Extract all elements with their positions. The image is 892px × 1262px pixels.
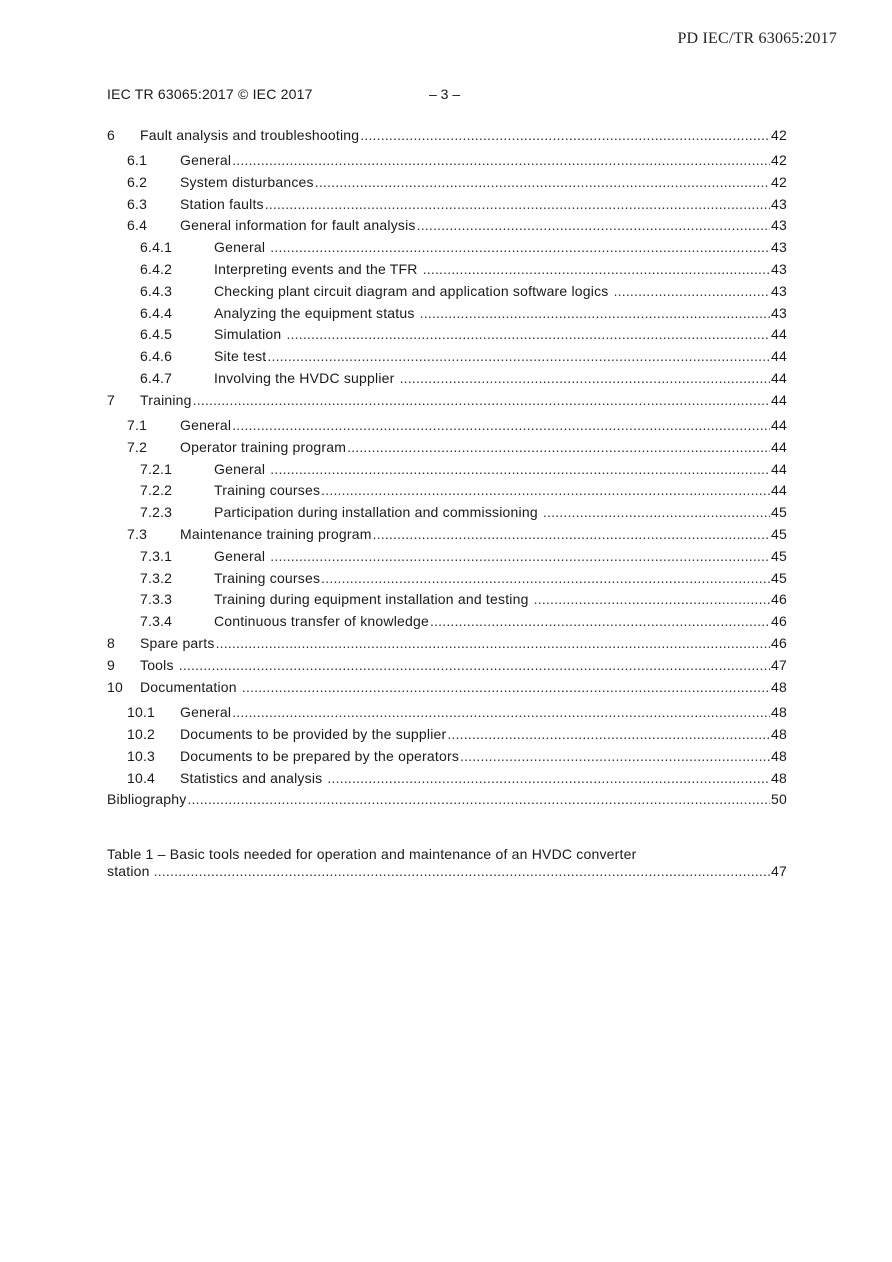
toc-entry-number: 8 bbox=[107, 635, 115, 652]
toc-entry[interactable] bbox=[107, 703, 787, 721]
toc-entry-title: Continuous transfer of knowledge bbox=[214, 613, 429, 630]
toc-entry[interactable] bbox=[107, 503, 787, 521]
toc-entry-page: 46 bbox=[771, 635, 787, 652]
dot-leader bbox=[286, 325, 770, 343]
toc-entry-page: 44 bbox=[771, 416, 787, 433]
toc-entry-page: 47 bbox=[771, 657, 787, 674]
toc-entry-title: Training courses bbox=[214, 569, 321, 586]
toc-entry-page: 45 bbox=[771, 547, 787, 564]
toc-entry-number: 6.3 bbox=[127, 195, 148, 212]
toc-entry-page: 44 bbox=[771, 438, 787, 455]
toc-entry[interactable] bbox=[107, 790, 787, 808]
toc-entry-number: 6.2 bbox=[127, 173, 148, 190]
toc-entry-number: 10.1 bbox=[127, 704, 156, 721]
toc-entry-number: 10.4 bbox=[127, 769, 156, 786]
toc-entry-number: 7.1 bbox=[127, 416, 148, 433]
toc-entry-title: Documents to be provided by the supplier bbox=[180, 725, 447, 742]
toc-entry-page: 50 bbox=[771, 791, 787, 808]
toc-entry[interactable] bbox=[107, 569, 787, 587]
toc-entry-number: 7 bbox=[107, 391, 115, 408]
toc-entry-page: 44 bbox=[771, 482, 787, 499]
dot-leader bbox=[447, 725, 770, 743]
table-of-contents bbox=[107, 126, 787, 808]
toc-entry-number: 10.3 bbox=[127, 747, 156, 764]
toc-entry-page: 48 bbox=[771, 769, 787, 786]
dot-leader bbox=[614, 282, 770, 300]
toc-entry-page: 43 bbox=[771, 195, 787, 212]
toc-entry[interactable] bbox=[107, 304, 787, 322]
dot-leader bbox=[347, 438, 770, 456]
toc-entry[interactable] bbox=[107, 369, 787, 387]
toc-entry[interactable] bbox=[107, 481, 787, 499]
toc-entry-page: 44 bbox=[771, 460, 787, 477]
header-page-number: – 3 – bbox=[429, 86, 461, 102]
toc-entry-page: 48 bbox=[771, 704, 787, 721]
toc-entry-number: 6.4 bbox=[127, 217, 148, 234]
toc-entry-title: Bibliography bbox=[107, 791, 187, 808]
toc-entry-number: 6.4.2 bbox=[140, 260, 173, 277]
toc-entry-page: 45 bbox=[771, 569, 787, 586]
toc-entry[interactable] bbox=[107, 612, 787, 630]
dot-leader bbox=[270, 460, 770, 478]
toc-entry-page: 45 bbox=[771, 504, 787, 521]
dot-leader bbox=[232, 416, 770, 434]
toc-entry-title: Involving the HVDC supplier bbox=[214, 369, 399, 386]
toc-entry[interactable] bbox=[107, 678, 787, 696]
header-standard-copyright: IEC TR 63065:2017 © IEC 2017 bbox=[107, 86, 313, 102]
toc-entry-title: Tools bbox=[140, 657, 178, 674]
toc-entry-number: 10 bbox=[107, 679, 123, 696]
toc-entry-page: 46 bbox=[771, 613, 787, 630]
toc-entry-number: 6.4.3 bbox=[140, 282, 173, 299]
toc-entry-number: 6.4.6 bbox=[140, 348, 173, 365]
toc-entry[interactable] bbox=[107, 460, 787, 478]
dot-leader bbox=[216, 634, 770, 652]
toc-entry-title: Interpreting events and the TFR bbox=[214, 260, 422, 277]
toc-entry[interactable] bbox=[107, 325, 787, 343]
toc-entry-number: 7.3 bbox=[127, 525, 148, 542]
toc-entry[interactable] bbox=[107, 656, 787, 674]
dot-leader bbox=[270, 547, 770, 565]
table-entry-continuation bbox=[107, 863, 787, 880]
toc-entry-number: 7.2.1 bbox=[140, 460, 173, 477]
table-entry-title-continued: station bbox=[107, 863, 150, 879]
dot-leader bbox=[543, 503, 770, 521]
table-entry-page: 47 bbox=[771, 863, 787, 879]
dot-leader bbox=[179, 656, 770, 674]
toc-entry-title: System disturbances bbox=[180, 173, 314, 190]
toc-entry-number: 7.3.2 bbox=[140, 569, 173, 586]
toc-entry[interactable] bbox=[107, 547, 787, 565]
dot-leader bbox=[242, 678, 770, 696]
toc-entry-page: 48 bbox=[771, 725, 787, 742]
toc-entry-page: 44 bbox=[771, 326, 787, 343]
toc-entry[interactable] bbox=[107, 438, 787, 456]
toc-entry[interactable] bbox=[107, 151, 787, 169]
toc-entry-title: Training bbox=[140, 391, 192, 408]
toc-entry[interactable] bbox=[107, 416, 787, 434]
toc-entry-title: Participation during installation and commissioning bbox=[214, 504, 542, 521]
dot-leader bbox=[321, 481, 770, 499]
toc-entry[interactable] bbox=[107, 634, 787, 652]
toc-entry-page: 42 bbox=[771, 173, 787, 190]
toc-entry-title: Station faults bbox=[180, 195, 264, 212]
dot-leader bbox=[232, 703, 770, 721]
toc-entry-title: Operator training program bbox=[180, 438, 347, 455]
dot-leader bbox=[327, 769, 770, 787]
toc-entry-number: 6.4.4 bbox=[140, 304, 173, 321]
toc-entry-page: 42 bbox=[771, 127, 787, 143]
toc-entry-page: 45 bbox=[771, 525, 787, 542]
toc-entry-page: 44 bbox=[771, 369, 787, 386]
dot-leader bbox=[423, 260, 770, 278]
toc-entry-number: 7.2 bbox=[127, 438, 148, 455]
toc-entry-title: Maintenance training program bbox=[180, 525, 372, 542]
toc-entry[interactable] bbox=[107, 282, 787, 300]
dot-leader bbox=[193, 391, 770, 409]
dot-leader bbox=[265, 195, 770, 213]
toc-entry-title: General bbox=[180, 152, 232, 168]
toc-entry[interactable] bbox=[107, 195, 787, 213]
toc-entry-number: 6.1 bbox=[127, 152, 148, 168]
toc-entry-title: Simulation bbox=[214, 326, 286, 343]
toc-entry-title: General bbox=[214, 239, 270, 256]
toc-entry-page: 43 bbox=[771, 239, 787, 256]
toc-entry-page: 44 bbox=[771, 391, 787, 408]
toc-entry-title: Checking plant circuit diagram and application software logics bbox=[214, 282, 613, 299]
dot-leader bbox=[420, 304, 770, 322]
toc-entry-page: 46 bbox=[771, 591, 787, 608]
toc-entry-number: 6.4.1 bbox=[140, 239, 173, 256]
dot-leader bbox=[360, 126, 770, 144]
toc-entry[interactable] bbox=[107, 769, 787, 787]
table-entry-title: Table 1 – Basic tools needed for operation and maintenance of an HVDC converter bbox=[107, 846, 637, 862]
dot-leader bbox=[321, 569, 770, 587]
toc-entry-title: Analyzing the equipment status bbox=[214, 304, 419, 321]
toc-entry-page: 43 bbox=[771, 282, 787, 299]
dot-leader bbox=[270, 238, 770, 256]
page-header bbox=[107, 86, 787, 104]
toc-entry-title: General bbox=[180, 416, 232, 433]
toc-entry-page: 48 bbox=[771, 679, 787, 696]
toc-entry[interactable] bbox=[107, 126, 787, 144]
toc-entry-title: General information for fault analysis bbox=[180, 217, 416, 234]
toc-entry[interactable] bbox=[107, 260, 787, 278]
toc-entry-title: Training during equipment installation and testing bbox=[214, 591, 533, 608]
toc-entry-page: 48 bbox=[771, 747, 787, 764]
dot-leader bbox=[534, 590, 770, 608]
toc-entry[interactable] bbox=[107, 347, 787, 365]
dot-leader bbox=[267, 347, 770, 365]
toc-entry-title: General bbox=[214, 460, 270, 477]
toc-entry-title: General bbox=[180, 704, 232, 721]
toc-entry-page: 44 bbox=[771, 348, 787, 365]
toc-entry-page: 43 bbox=[771, 304, 787, 321]
toc-entry-title: Spare parts bbox=[140, 635, 215, 652]
toc-entry-number: 7.3.4 bbox=[140, 613, 173, 630]
document-identifier: PD IEC/TR 63065:2017 bbox=[677, 30, 837, 47]
toc-entry-number: 7.2.2 bbox=[140, 482, 173, 499]
toc-entry-number: 10.2 bbox=[127, 725, 156, 742]
toc-entry[interactable] bbox=[107, 238, 787, 256]
toc-entry-title: Site test bbox=[214, 348, 267, 365]
toc-entry[interactable] bbox=[107, 391, 787, 409]
toc-entry-title: Documentation bbox=[140, 679, 241, 696]
toc-entry-title: Fault analysis and troubleshooting bbox=[140, 127, 360, 143]
dot-leader bbox=[154, 863, 770, 880]
toc-entry-page: 42 bbox=[771, 152, 787, 168]
dot-leader bbox=[430, 612, 770, 630]
toc-entry-number: 6.4.7 bbox=[140, 369, 173, 386]
toc-entry[interactable] bbox=[107, 725, 787, 743]
toc-entry-number: 6.4.5 bbox=[140, 326, 173, 343]
dot-leader bbox=[315, 173, 770, 191]
toc-entry-number: 7.3.1 bbox=[140, 547, 173, 564]
toc-entry-page: 43 bbox=[771, 260, 787, 277]
toc-entry-number: 6 bbox=[107, 127, 115, 143]
dot-leader bbox=[187, 790, 770, 808]
toc-entry-number: 7.2.3 bbox=[140, 504, 173, 521]
list-of-tables bbox=[107, 846, 787, 880]
toc-entry-number: 7.3.3 bbox=[140, 591, 173, 608]
toc-entry[interactable] bbox=[107, 173, 787, 191]
toc-entry-page: 43 bbox=[771, 217, 787, 234]
toc-entry[interactable] bbox=[107, 216, 787, 234]
toc-entry-title: General bbox=[214, 547, 270, 564]
toc-entry-title: Statistics and analysis bbox=[180, 769, 327, 786]
dot-leader bbox=[373, 525, 770, 543]
dot-leader bbox=[417, 216, 770, 234]
toc-entry-title: Documents to be prepared by the operators bbox=[180, 747, 460, 764]
toc-entry-number: 9 bbox=[107, 657, 115, 674]
dot-leader bbox=[460, 747, 770, 765]
dot-leader bbox=[232, 151, 770, 169]
dot-leader bbox=[400, 369, 770, 387]
toc-entry[interactable] bbox=[107, 525, 787, 543]
toc-entry[interactable] bbox=[107, 747, 787, 765]
toc-entry[interactable] bbox=[107, 590, 787, 608]
toc-entry-title: Training courses bbox=[214, 482, 321, 499]
